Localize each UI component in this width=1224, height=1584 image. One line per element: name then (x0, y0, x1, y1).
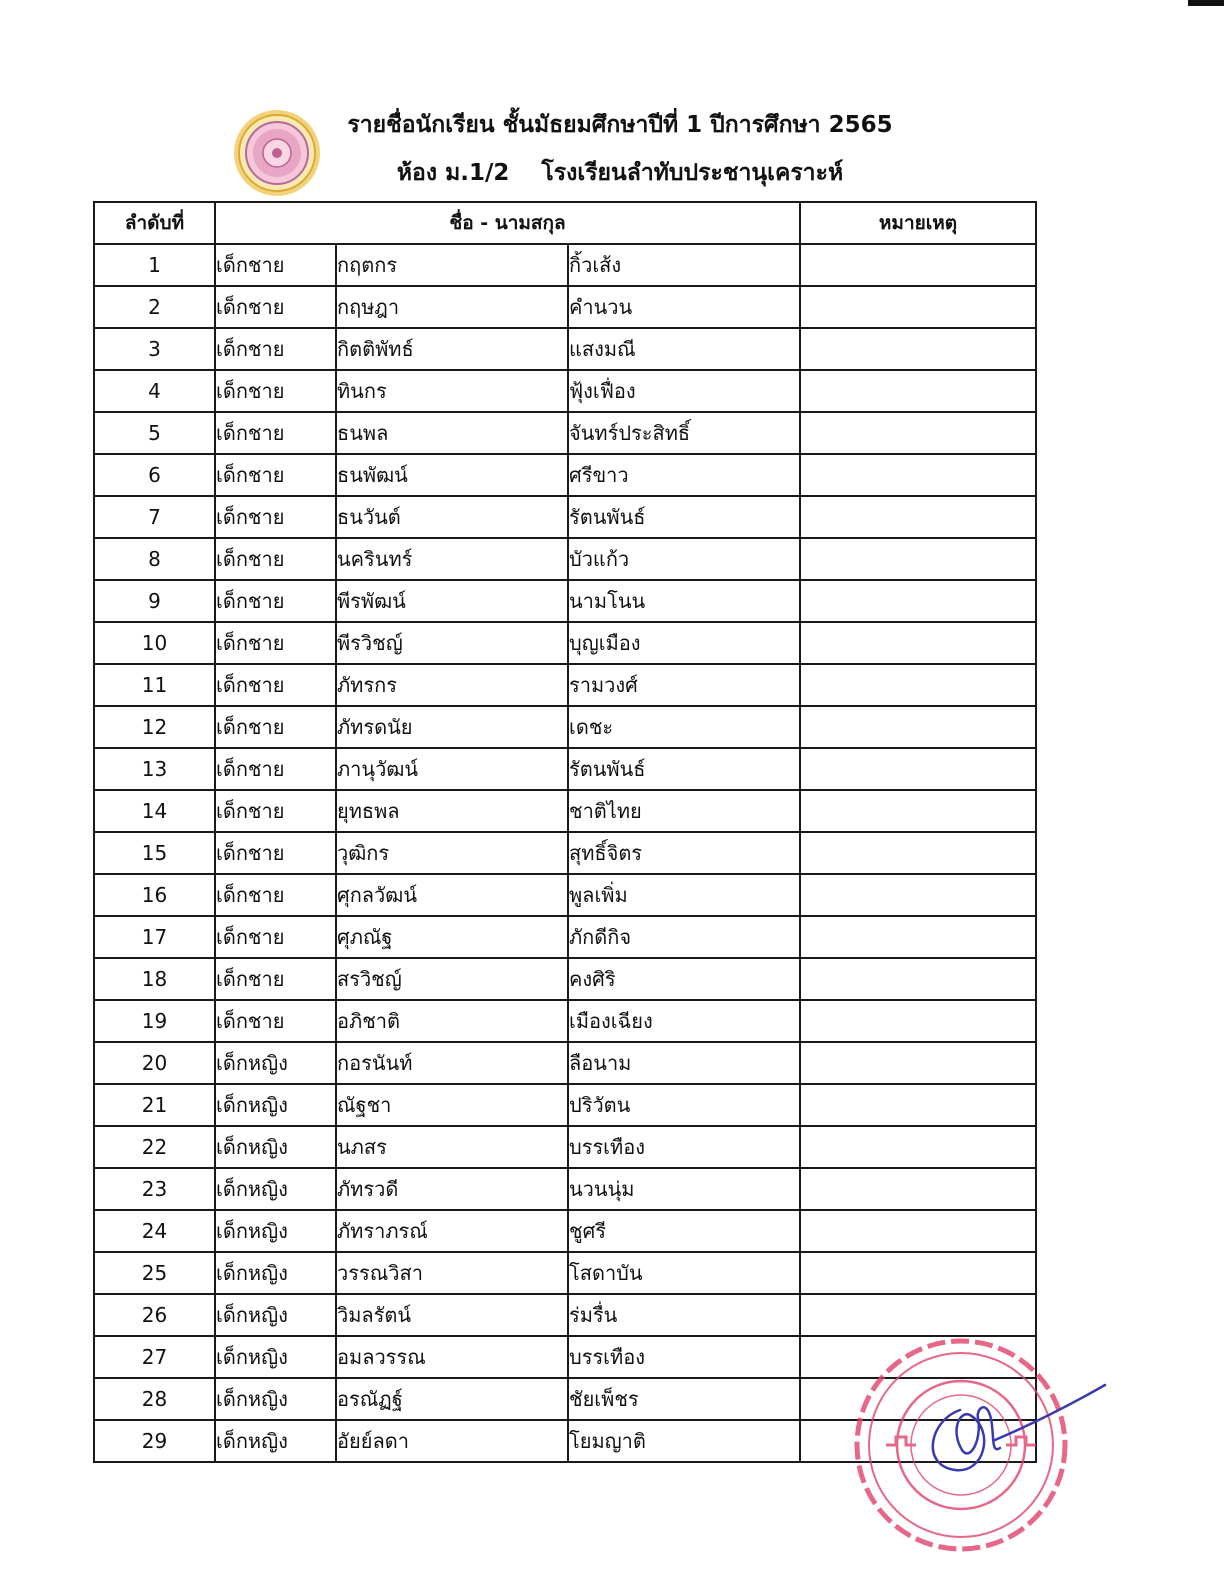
row-last-name: รัตนพันธ์ (568, 748, 800, 790)
row-number: 26 (94, 1294, 215, 1336)
row-last-name: โยมญาติ (568, 1420, 800, 1462)
row-number: 21 (94, 1084, 215, 1126)
row-prefix: เด็กชาย (215, 370, 336, 412)
row-note (800, 1168, 1036, 1210)
row-prefix: เด็กหญิง (215, 1042, 336, 1084)
row-first-name: อภิชาติ (336, 1000, 568, 1042)
row-first-name: ยุทธพล (336, 790, 568, 832)
row-first-name: พีรพัฒน์ (336, 580, 568, 622)
row-prefix: เด็กหญิง (215, 1126, 336, 1168)
row-first-name: ภัทรวดี (336, 1168, 568, 1210)
row-prefix: เด็กชาย (215, 412, 336, 454)
row-first-name: ศุกลวัฒน์ (336, 874, 568, 916)
table-row (94, 1000, 1036, 1042)
table-row (94, 874, 1036, 916)
row-note (800, 370, 1036, 412)
row-note (800, 412, 1036, 454)
document-subtitle (340, 156, 900, 190)
row-last-name: เดชะ (568, 706, 800, 748)
row-note (800, 790, 1036, 832)
table-row (94, 1210, 1036, 1252)
row-last-name: บรรเทือง (568, 1336, 800, 1378)
row-note (800, 748, 1036, 790)
row-prefix: เด็กชาย (215, 244, 336, 286)
school-logo-icon (232, 108, 322, 198)
table-row (94, 496, 1036, 538)
row-prefix: เด็กชาย (215, 958, 336, 1000)
table-row (94, 286, 1036, 328)
row-number: 8 (94, 538, 215, 580)
row-note (800, 454, 1036, 496)
row-last-name: จันทร์ประสิทธิ์ (568, 412, 800, 454)
row-last-name: บัวแก้ว (568, 538, 800, 580)
row-prefix: เด็กชาย (215, 706, 336, 748)
room-label: ห้อง ม.1/2 (396, 160, 510, 186)
row-prefix: เด็กชาย (215, 622, 336, 664)
row-first-name: ธนพล (336, 412, 568, 454)
row-number: 29 (94, 1420, 215, 1462)
table-row (94, 832, 1036, 874)
table-row (94, 664, 1036, 706)
row-first-name: ภัทรกร (336, 664, 568, 706)
table-row (94, 244, 1036, 286)
row-prefix: เด็กหญิง (215, 1336, 336, 1378)
row-first-name: กิตติพัทธ์ (336, 328, 568, 370)
row-prefix: เด็กหญิง (215, 1084, 336, 1126)
row-note (800, 664, 1036, 706)
signature (900, 1370, 1110, 1490)
row-prefix: เด็กหญิง (215, 1378, 336, 1420)
table-row (94, 1042, 1036, 1084)
row-number: 1 (94, 244, 215, 286)
row-prefix: เด็กชาย (215, 580, 336, 622)
table-row (94, 1084, 1036, 1126)
row-prefix: เด็กหญิง (215, 1420, 336, 1462)
row-first-name: ธนวันต์ (336, 496, 568, 538)
row-note (800, 286, 1036, 328)
row-last-name: กิ้วเส้ง (568, 244, 800, 286)
header-note: หมายเหตุ (800, 202, 1036, 244)
row-number: 6 (94, 454, 215, 496)
row-note (800, 1210, 1036, 1252)
row-last-name: รัตนพันธ์ (568, 496, 800, 538)
row-first-name: ณัฐชา (336, 1084, 568, 1126)
row-number: 9 (94, 580, 215, 622)
row-last-name: โสดาบัน (568, 1252, 800, 1294)
row-last-name: ชูศรี (568, 1210, 800, 1252)
row-first-name: ภัทราภรณ์ (336, 1210, 568, 1252)
row-first-name: อมลวรรณ (336, 1336, 568, 1378)
row-first-name: ภัทรดนัย (336, 706, 568, 748)
row-prefix: เด็กชาย (215, 1000, 336, 1042)
table-row (94, 706, 1036, 748)
row-last-name: ร่มรื่น (568, 1294, 800, 1336)
row-first-name: กฤตกร (336, 244, 568, 286)
row-prefix: เด็กหญิง (215, 1210, 336, 1252)
row-first-name: ทินกร (336, 370, 568, 412)
row-prefix: เด็กชาย (215, 916, 336, 958)
row-prefix: เด็กชาย (215, 790, 336, 832)
row-note (800, 832, 1036, 874)
row-number: 14 (94, 790, 215, 832)
row-number: 24 (94, 1210, 215, 1252)
row-number: 2 (94, 286, 215, 328)
row-note (800, 706, 1036, 748)
table-row (94, 790, 1036, 832)
row-first-name: อรณัฏฐ์ (336, 1378, 568, 1420)
header-number: ลำดับที่ (94, 202, 215, 244)
row-note (800, 1084, 1036, 1126)
row-first-name: นครินทร์ (336, 538, 568, 580)
table-row (94, 412, 1036, 454)
row-prefix: เด็กหญิง (215, 1168, 336, 1210)
row-last-name: ลือนาม (568, 1042, 800, 1084)
row-first-name: ศุภณัฐ (336, 916, 568, 958)
row-last-name: สุทธิ์จิตร (568, 832, 800, 874)
row-number: 4 (94, 370, 215, 412)
table-header-row (94, 202, 1036, 244)
row-note (800, 958, 1036, 1000)
row-number: 18 (94, 958, 215, 1000)
table-row (94, 370, 1036, 412)
row-first-name: อัยย์ลดา (336, 1420, 568, 1462)
row-first-name: พีรวิชญ์ (336, 622, 568, 664)
row-note (800, 538, 1036, 580)
row-prefix: เด็กชาย (215, 286, 336, 328)
table-row (94, 1252, 1036, 1294)
row-note (800, 244, 1036, 286)
row-prefix: เด็กชาย (215, 496, 336, 538)
row-number: 13 (94, 748, 215, 790)
document-title: รายชื่อนักเรียน ชั้นมัธยมศึกษาปีที่ 1 ปีการศึกษา 2565 (347, 112, 893, 138)
school-name: โรงเรียนลำทับประชานุเคราะห์ (541, 160, 844, 186)
row-last-name: ศรีขาว (568, 454, 800, 496)
row-last-name: แสงมณี (568, 328, 800, 370)
row-prefix: เด็กชาย (215, 664, 336, 706)
row-last-name: นามโนน (568, 580, 800, 622)
row-number: 23 (94, 1168, 215, 1210)
table-row (94, 748, 1036, 790)
table-row (94, 454, 1036, 496)
row-first-name: วุฒิกร (336, 832, 568, 874)
row-number: 15 (94, 832, 215, 874)
row-first-name: นภสร (336, 1126, 568, 1168)
table-row (94, 580, 1036, 622)
row-note (800, 1126, 1036, 1168)
row-last-name: คงศิริ (568, 958, 800, 1000)
row-last-name: รามวงศ์ (568, 664, 800, 706)
table-row (94, 328, 1036, 370)
row-number: 19 (94, 1000, 215, 1042)
row-number: 28 (94, 1378, 215, 1420)
row-prefix: เด็กชาย (215, 538, 336, 580)
row-first-name: สรวิชญ์ (336, 958, 568, 1000)
row-number: 11 (94, 664, 215, 706)
row-prefix: เด็กชาย (215, 874, 336, 916)
row-first-name: ธนพัฒน์ (336, 454, 568, 496)
row-number: 10 (94, 622, 215, 664)
row-first-name: กฤษฎา (336, 286, 568, 328)
row-first-name: วิมลรัตน์ (336, 1294, 568, 1336)
row-prefix: เด็กชาย (215, 748, 336, 790)
row-number: 5 (94, 412, 215, 454)
table-row (94, 916, 1036, 958)
row-last-name: ชาติไทย (568, 790, 800, 832)
row-number: 27 (94, 1336, 215, 1378)
row-last-name: ปริวัตน (568, 1084, 800, 1126)
row-number: 25 (94, 1252, 215, 1294)
row-number: 12 (94, 706, 215, 748)
row-last-name: บุญเมือง (568, 622, 800, 664)
row-number: 22 (94, 1126, 215, 1168)
row-prefix: เด็กชาย (215, 832, 336, 874)
row-note (800, 496, 1036, 538)
row-last-name: เมืองเฉียง (568, 1000, 800, 1042)
row-prefix: เด็กชาย (215, 328, 336, 370)
row-last-name: นวนนุ่ม (568, 1168, 800, 1210)
row-first-name: ภานุวัฒน์ (336, 748, 568, 790)
table-row (94, 1168, 1036, 1210)
table-body (94, 244, 1036, 1462)
row-first-name: กอรนันท์ (336, 1042, 568, 1084)
table-row (94, 538, 1036, 580)
student-roster-table (93, 201, 1037, 1463)
header-name: ชื่อ - นามสกุล (215, 202, 800, 244)
row-note (800, 580, 1036, 622)
row-note (800, 916, 1036, 958)
scan-edge-mark (1188, 0, 1224, 6)
row-number: 16 (94, 874, 215, 916)
row-last-name: ภักดีกิจ (568, 916, 800, 958)
row-last-name: ฟุ้งเฟื่อง (568, 370, 800, 412)
row-last-name: พูลเพิ่ม (568, 874, 800, 916)
row-note (800, 328, 1036, 370)
row-prefix: เด็กหญิง (215, 1294, 336, 1336)
row-number: 3 (94, 328, 215, 370)
table-row (94, 1126, 1036, 1168)
row-last-name: บรรเทือง (568, 1126, 800, 1168)
table-row (94, 958, 1036, 1000)
table-row (94, 622, 1036, 664)
row-number: 7 (94, 496, 215, 538)
row-note (800, 1000, 1036, 1042)
row-last-name: คำนวน (568, 286, 800, 328)
row-note (800, 1042, 1036, 1084)
row-prefix: เด็กชาย (215, 454, 336, 496)
row-number: 20 (94, 1042, 215, 1084)
row-last-name: ชัยเพ็ชร (568, 1378, 800, 1420)
row-number: 17 (94, 916, 215, 958)
row-note (800, 1252, 1036, 1294)
row-first-name: วรรณวิสา (336, 1252, 568, 1294)
row-note (800, 874, 1036, 916)
row-note (800, 622, 1036, 664)
row-prefix: เด็กหญิง (215, 1252, 336, 1294)
